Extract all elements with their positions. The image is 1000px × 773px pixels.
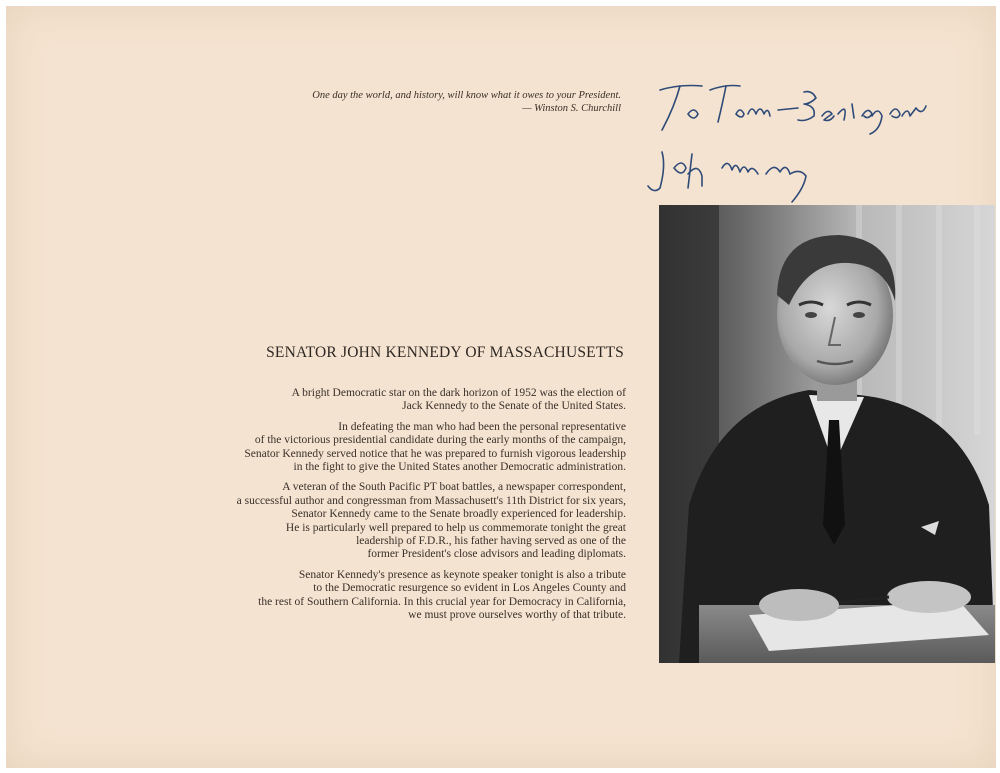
biography-line: we must prove ourselves worthy of that tribute. [408,609,626,622]
biography-line: Senator Kennedy's presence as keynote speaker tonight is also a tribute [298,568,626,581]
biography-paragraph [156,481,626,561]
biography-text [156,387,626,630]
biography-line: a successful author and congressman from Massachusett's 11th District for six years, [236,494,626,507]
biography-line: He is particularly well prepared to help us commemorate tonight the great [285,521,626,534]
handwritten-inscription [640,70,940,210]
page-title: SENATOR JOHN KENNEDY OF MASSACHUSETTS [266,344,624,361]
biography-line: Senator Kennedy came to the Senate broadly experienced for leadership. [291,508,626,521]
biography-line: In defeating the man who had been the personal representative [338,420,626,433]
biography-line: the rest of Southern California. In this crucial year for Democracy in California, [258,595,626,608]
biography-line: A veteran of the South Pacific PT boat battles, a newspaper correspondent, [282,481,626,494]
biography-line: former President's close advisors and leading diplomats. [367,548,626,561]
quote-attribution: — Winston S. Churchill [522,103,621,114]
quote-text: One day the world, and history, will know what it owes to your President. [312,90,621,101]
biography-paragraph [156,421,626,475]
senator-photograph [659,205,995,663]
biography-paragraph [156,569,626,623]
biography-line: A bright Democratic star on the dark horizon of 1952 was the election of [291,387,626,399]
churchill-quote [236,89,621,115]
biography-line: in the fight to give the United States another Democratic administration. [293,461,626,474]
biography-line: leadership of F.D.R., his father having served as one of the [356,535,626,548]
biography-line: to the Democratic resurgence so evident in Los Angeles County and [313,582,626,595]
biography-line: of the victorious presidential candidate during the early months of the campaign, [254,434,626,447]
biography-line: Jack Kennedy to the Senate of the United States. [402,400,626,413]
biography-paragraph [156,387,626,414]
biography-line: Senator Kennedy served notice that he was prepared to furnish vigorous leadership [244,447,626,460]
